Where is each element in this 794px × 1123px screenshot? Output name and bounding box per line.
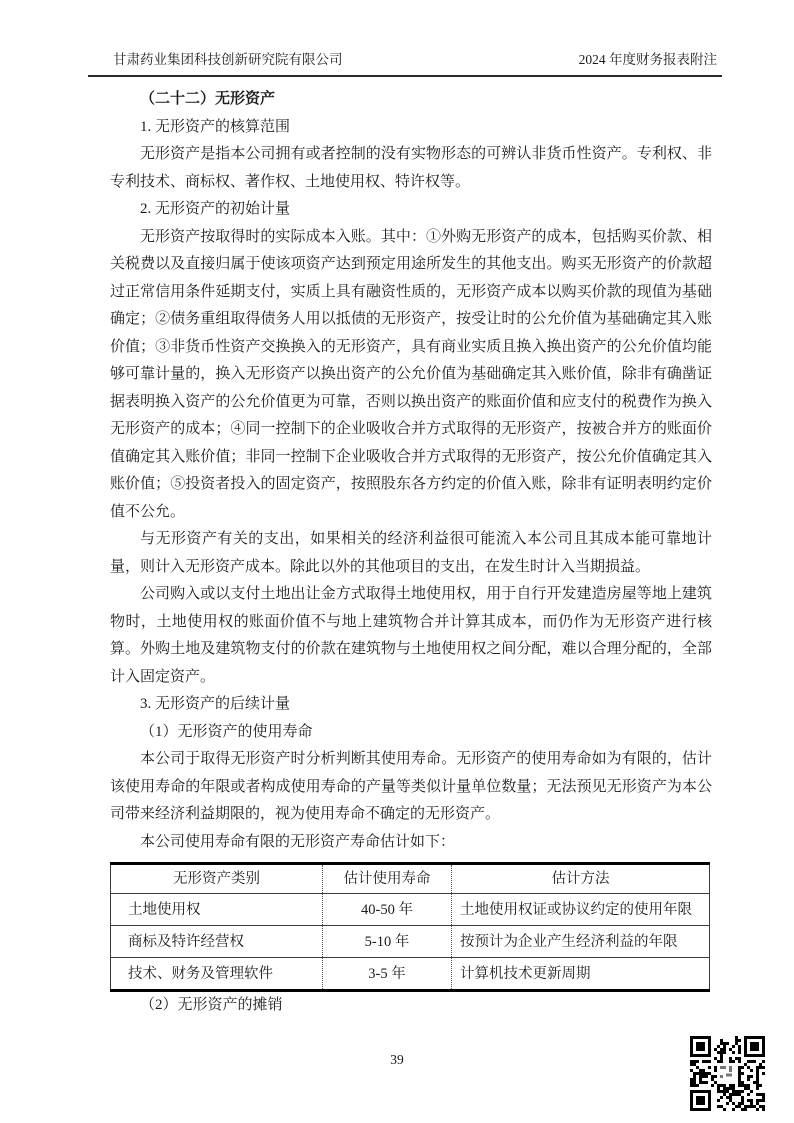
paragraph-initial-measurement: 无形资产按取得时的实际成本入账。其中：①外购无形资产的成本，包括购买价款、相关税费以及直接归属于使该项资产达到预定用途所发生的其他支出。购买无形资产的价款超过正常信用条件延期支付，实质上具有融资性质的，无形资产成本以购买价款的现值为基础确定；②债务重组取得债务人用以抵债的无形资产，按受让时的公允价值为基础确定其入账价值；③非货币性资产交换换入的无形资产，具有商业实质且换入换出资产的公允价值均能够可靠计量的，换入无形资产以换出资产的公允价值为基础确定其入账价值，除非有确凿证据表明换入资产的公允价值更为可靠，否则以换出资产的账面价值和应支付的税费作为换入无形资产的成本；④同一控制下的企业吸收合并方式取得的无形资产，按被合并方的账面价值确定其入账价值；非同一控制下企业吸收合并方式取得的无形资产，按公允价值确定其入账价值；⑤投资者投入的固定资产，按照股东各方约定的价值入账，除非有证明表明约定价值不公允。 — [110, 228, 712, 520]
paragraph-related-expenditure: 与无形资产有关的支出，如果相关的经济利益很可能流入本公司且其成本能可靠地计量，则计入无形资产成本。除此以外的其他项目的支出，在发生时计入当期损益。 — [110, 531, 712, 575]
table-header-estimated-life: 估计使用寿命 — [323, 864, 452, 894]
table-row-software — [111, 958, 710, 991]
subheading-initial-measurement: 2. 无形资产的初始计量 — [140, 201, 291, 217]
cell-category: 商标及特许经营权 — [111, 926, 323, 958]
cell-category: 技术、财务及管理软件 — [111, 958, 323, 991]
section-title: （二十二）无形资产 — [140, 91, 276, 107]
cell-estimation-method: 计算机技术更新周期 — [452, 958, 710, 991]
cell-estimated-life: 3-5 年 — [323, 958, 452, 991]
header-rule — [88, 75, 722, 77]
paragraph-useful-life: 本公司于取得无形资产时分析判断其使用寿命。无形资产的使用寿命如为有限的，估计该使用寿命的年限或者构成使用寿命的产量等类似计量单位数量；无法预见无形资产为本公司带来经济利益期限的，视为使用寿命不确定的无形资产。 — [110, 751, 712, 822]
cell-category: 土地使用权 — [111, 894, 323, 926]
page-header — [113, 51, 717, 69]
qr-code-image — [690, 1036, 765, 1111]
header-doc-title: 2024 年度财务报表附注 — [578, 52, 717, 67]
subheading-useful-life: （1）无形资产的使用寿命 — [140, 723, 313, 740]
table-row-trademark-franchise — [111, 926, 710, 958]
page-number: 39 — [390, 1052, 404, 1067]
header-company-name: 甘肃药业集团科技创新研究院有限公司 — [113, 52, 343, 67]
paragraph-scope: 无形资产是指本公司拥有或者控制的没有实物形态的可辨认非货币性资产。专利权、非专利技术、商标权、著作权、土地使用权、特许权等。 — [110, 146, 712, 190]
qr-code-icon — [690, 1036, 765, 1111]
cell-estimation-method: 按预计为企业产生经济利益的年限 — [452, 926, 710, 958]
paragraph-table-intro: 本公司使用寿命有限的无形资产寿命估计如下： — [140, 833, 456, 850]
cell-estimation-method: 土地使用权证或协议约定的使用年限 — [452, 894, 710, 926]
useful-life-table — [110, 862, 710, 992]
document-body — [110, 86, 712, 1020]
table-row-land-use-right — [111, 894, 710, 926]
subheading-scope: 1. 无形资产的核算范围 — [140, 118, 291, 135]
cell-estimated-life: 40-50 年 — [323, 894, 452, 926]
paragraph-land-use-right: 公司购入或以支付土地出让金方式取得土地使用权，用于自行开发建造房屋等地上建筑物时，土地使用权的账面价值不与地上建筑物合并计算其成本，而仍作为无形资产进行核算。外购土地及建筑物支付的价款在建筑物与土地使用权之间分配，难以合理分配的，全部计入固定资产。 — [110, 586, 712, 685]
subheading-amortization: （2）无形资产的摊销 — [140, 997, 283, 1013]
table-header-row — [111, 864, 710, 894]
cell-estimated-life: 5-10 年 — [323, 926, 452, 958]
page-footer — [0, 1052, 794, 1068]
subheading-subsequent-measurement: 3. 无形资产的后续计量 — [140, 696, 291, 712]
table-header-category: 无形资产类别 — [111, 864, 323, 894]
table-header-estimation-method: 估计方法 — [452, 864, 710, 894]
